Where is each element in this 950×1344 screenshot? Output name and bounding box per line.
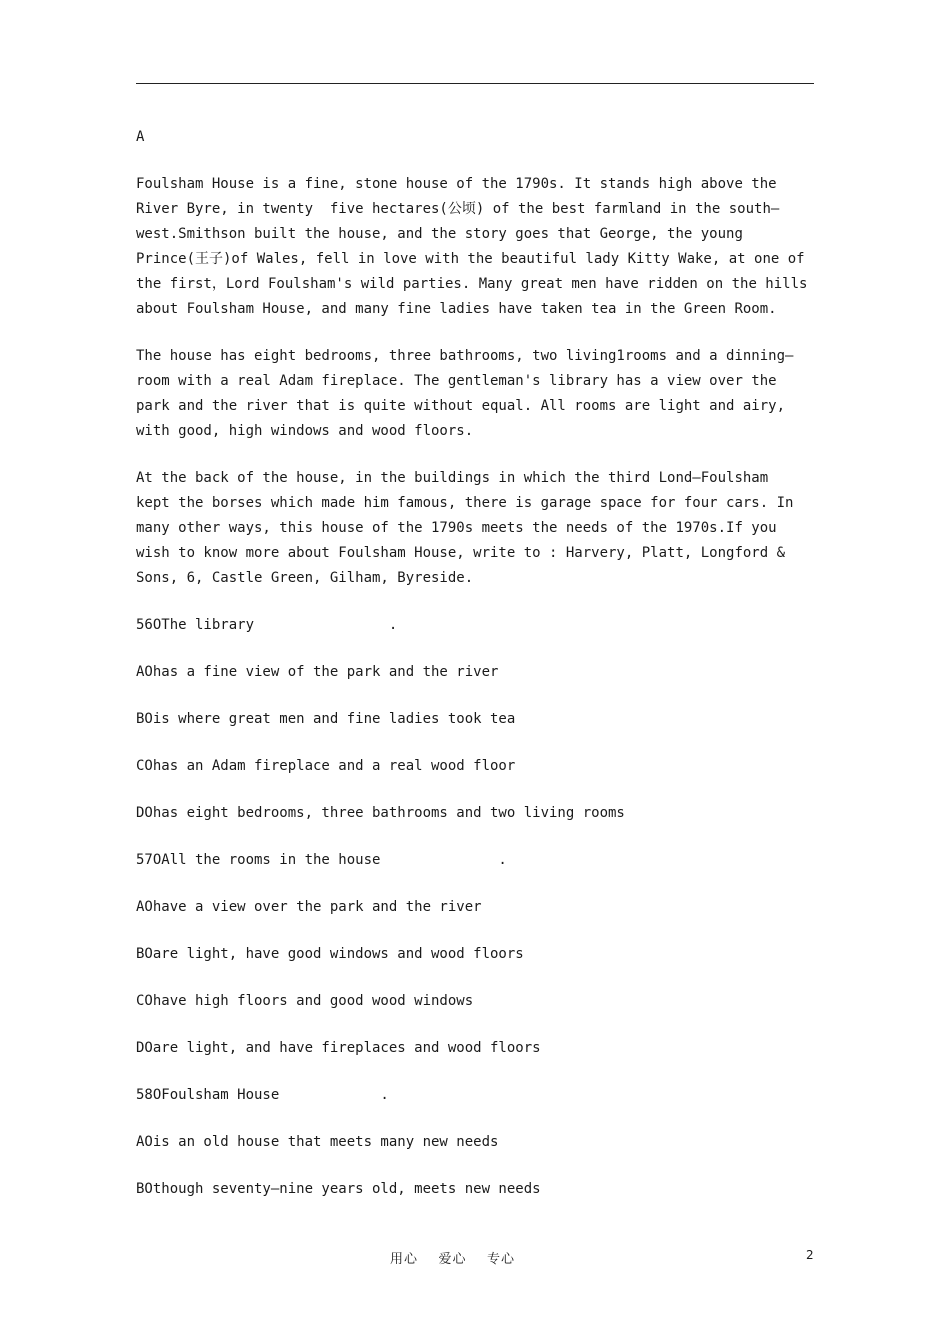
section-label: A [136,129,145,145]
text-line: Sons, 6, Castle Green, Gilham, Byreside. [136,570,474,586]
question-56 [136,613,816,826]
text-line: Foulsham House is a fine, stone house of the 1790s. It stands high above the [136,176,777,192]
passage-paragraph-2 [136,344,816,444]
text-line: Prince(王子)of Wales, fell in love with the beautiful lady Kitty Wake, at one of [136,251,805,267]
answer-option-b: BОare light, have good windows and wood floors [136,946,524,962]
page-footer [0,1248,950,1268]
answer-option-d: DОhas eight bedrooms, three bathrooms and two living rooms [136,805,625,821]
text-line: kept the borses which made him famous, there is garage space for four cars. In [136,495,794,511]
text-line: about Foulsham House, and many fine ladies have taken tea in the Green Room. [136,301,777,317]
answer-option-b: BОthough seventy—nine years old, meets new needs [136,1181,541,1197]
text-line: River Byre, in twenty five hectares(公顷) of the best farmland in the south— [136,201,780,217]
text-line: wish to know more about Foulsham House, write to : Harvery, Platt, Longford & [136,545,786,561]
page-number: 2 [806,1248,814,1262]
text-line: The house has eight bedrooms, three bathrooms, two living1rooms and a dinning— [136,348,794,364]
text-line: park and the river that is quite without equal. All rooms are light and airy, [136,398,786,414]
page-content [136,125,816,1224]
passage [136,172,816,591]
text-line: the first，Lord Foulsham's wild parties. Many great men have ridden on the hills [136,276,808,292]
text-line: At the back of the house, in the buildings in which the third Lond—Foulsham [136,470,769,486]
answer-option-a: AОhas a fine view of the park and the river [136,664,499,680]
header-rule [136,83,814,84]
answer-option-c: CОhave high floors and good wood windows [136,993,474,1009]
text-line: with good, high windows and wood floors. [136,423,474,439]
text-line: many other ways, this house of the 1790s meets the needs of the 1970s.If you [136,520,777,536]
text-line: room with a real Adam fireplace. The gentleman's library has a view over the [136,373,777,389]
question-stem: 57ОAll the rooms in the house . [136,852,507,868]
answer-option-c: CОhas an Adam fireplace and a real wood floor [136,758,516,774]
answer-option-d: DОare light, and have fireplaces and wood floors [136,1040,541,1056]
passage-paragraph-1 [136,172,816,322]
question-58 [136,1083,816,1202]
text-line: west.Smithson built the house, and the story goes that George, the young [136,226,743,242]
answer-option-a: AОis an old house that meets many new needs [136,1134,499,1150]
answer-option-b: BОis where great men and fine ladies took tea [136,711,516,727]
question-stem: 56ОThe library . [136,617,398,633]
passage-paragraph-3 [136,466,816,591]
footer-motto: 用心 爱心 专心 [390,1252,516,1267]
answer-option-a: AОhave a view over the park and the river [136,899,482,915]
question-stem: 58ОFoulsham House . [136,1087,389,1103]
question-57 [136,848,816,1061]
